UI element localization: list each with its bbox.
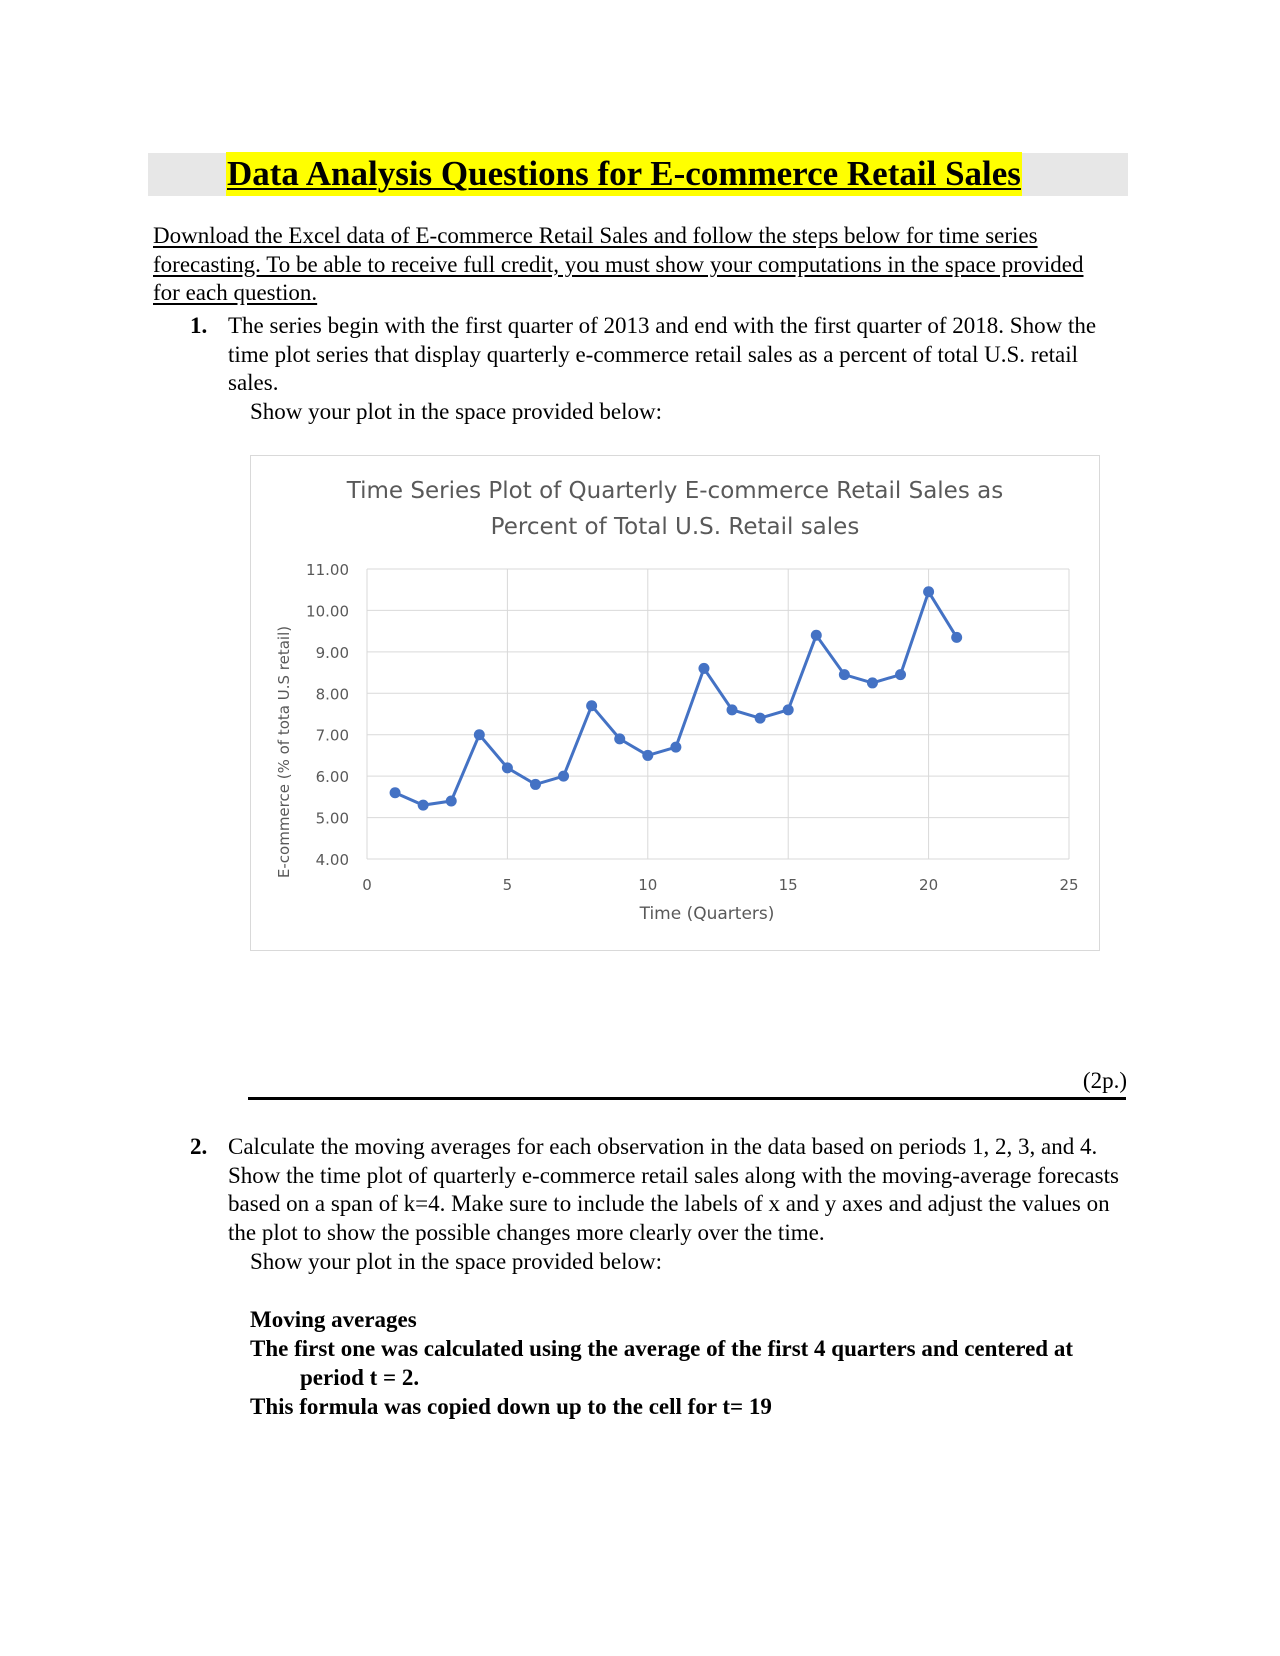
data-point bbox=[867, 677, 878, 688]
chart-title-line-1: Time Series Plot of Quarterly E-commerce Retail Sales as bbox=[346, 478, 1004, 504]
x-tick-label: 20 bbox=[919, 876, 939, 894]
x-tick-label: 25 bbox=[1059, 876, 1079, 894]
y-axis-label: E-commerce (% of tota U.S retail) bbox=[275, 625, 293, 879]
y-tick-label: 8.00 bbox=[315, 685, 349, 704]
x-axis-label: Time (Quarters) bbox=[639, 904, 775, 924]
data-point bbox=[586, 700, 597, 711]
answer-line-1b: period t = 2. bbox=[300, 1365, 420, 1390]
y-tick-label: 9.00 bbox=[315, 643, 349, 662]
data-point bbox=[390, 787, 401, 798]
data-point bbox=[502, 762, 513, 773]
y-tick-label: 11.00 bbox=[306, 561, 349, 579]
data-point bbox=[418, 800, 429, 811]
data-point bbox=[530, 779, 541, 790]
data-point bbox=[614, 733, 625, 744]
question-1-points: (2p.) bbox=[1082, 1068, 1127, 1093]
data-point bbox=[642, 750, 653, 761]
time-series-chart bbox=[250, 455, 1100, 951]
data-point bbox=[783, 704, 794, 715]
data-point bbox=[811, 630, 822, 641]
data-point bbox=[446, 796, 457, 807]
chart-svg bbox=[251, 456, 1099, 950]
answer-rule bbox=[248, 1097, 1126, 1100]
question-2-number: 2. bbox=[190, 1134, 208, 1159]
x-tick-label: 15 bbox=[778, 876, 798, 894]
answer-heading: Moving averages bbox=[250, 1307, 417, 1332]
x-tick-label: 0 bbox=[362, 876, 372, 894]
y-tick-label: 4.00 bbox=[315, 851, 349, 869]
chart-title-line-2: Percent of Total U.S. Retail sales bbox=[490, 514, 860, 540]
question-2-instruction: Show your plot in the space provided below: bbox=[250, 1249, 663, 1274]
answer-line-2: This formula was copied down up to the cell for t= 19 bbox=[250, 1394, 772, 1419]
data-point bbox=[839, 669, 850, 680]
data-point bbox=[923, 586, 934, 597]
question-1-text: The series begin with the first quarter of 2013 and end with the first quarter of 2018. Show the time plot series that display quarterly e-commerce retail sales as a percent of total U.S. retail sales. bbox=[228, 313, 1097, 395]
data-point bbox=[474, 729, 485, 740]
y-tick-label: 6.00 bbox=[315, 768, 349, 787]
data-point bbox=[698, 663, 709, 674]
data-point bbox=[670, 742, 681, 753]
answer-line-1a: The first one was calculated using the average of the first 4 quarters and centered at bbox=[250, 1336, 1073, 1361]
question-2-text: Calculate the moving averages for each observation in the data based on periods 1, 2, 3, and 4. Show the time plot of quarterly e-commerce retail sales along with the moving-average forecasts based on a span of k=4. Make sure to include the labels of x and y axes and adjust the values on the plot to show the possible changes more clearly over the time. bbox=[228, 1134, 1119, 1245]
question-1-instruction: Show your plot in the space provided below: bbox=[250, 399, 663, 424]
data-point bbox=[755, 713, 766, 724]
data-point bbox=[727, 704, 738, 715]
series-line bbox=[395, 592, 957, 805]
x-tick-label: 10 bbox=[638, 876, 658, 894]
data-point bbox=[558, 771, 569, 782]
data-point bbox=[951, 632, 962, 643]
y-tick-label: 7.00 bbox=[315, 726, 349, 745]
x-tick-label: 5 bbox=[502, 876, 513, 894]
page-title: Data Analysis Questions for E-commerce Retail Sales bbox=[226, 152, 1022, 196]
question-1-number: 1. bbox=[190, 313, 208, 338]
y-tick-label: 10.00 bbox=[306, 602, 349, 621]
intro-paragraph: Download the Excel data of E-commerce Retail Sales and follow the steps below for time series forecasting. To be able to receive full credit, you must show your computations in the space provided for each question. bbox=[153, 223, 1084, 305]
y-tick-label: 5.00 bbox=[315, 809, 349, 828]
data-point bbox=[895, 669, 906, 680]
